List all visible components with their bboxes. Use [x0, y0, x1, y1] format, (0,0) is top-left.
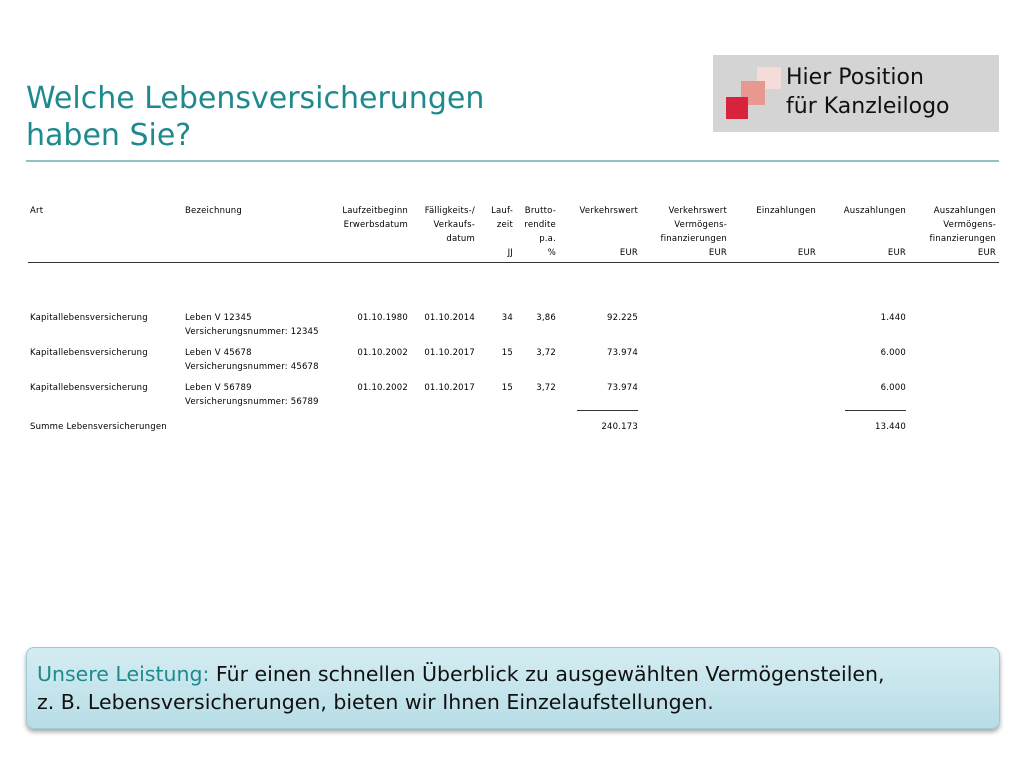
header-faelligkeit [408, 204, 475, 246]
header-line [816, 218, 906, 232]
header-line: Auszahlungen [843, 206, 906, 216]
header-line: % [547, 248, 556, 258]
cell-rendite: 3,72 [536, 348, 556, 358]
header-divider [28, 262, 999, 263]
header-line: EUR [977, 248, 996, 258]
cell-laufzeit: 15 [501, 383, 513, 393]
cell-auszahlungen: 6.000 [880, 383, 906, 393]
logo-placeholder [713, 55, 999, 132]
info-box [26, 647, 1000, 729]
cell-line: Versicherungsnummer: 56789 [185, 397, 319, 407]
header-rendite [513, 204, 556, 260]
info-label: Unsere Leistung: [37, 662, 210, 686]
header-laufzeit [475, 204, 513, 260]
sum-underline-verkehrswert [577, 410, 638, 411]
header-line: EUR [708, 248, 727, 258]
title-line-2: haben Sie? [26, 118, 192, 153]
info-text-1: Für einen schnellen Überblick zu ausgewählten Vermögensteilen, [209, 662, 885, 686]
cell-art: Kapitallebensversicherung [30, 313, 148, 323]
header-line: datum [446, 234, 475, 244]
title-divider [26, 160, 999, 162]
cell-auszahlungen: 6.000 [880, 348, 906, 358]
header-line: Erwerbsdatum [343, 220, 408, 230]
header-line: Vermögens- [943, 220, 996, 230]
logo-square-red-icon [726, 97, 748, 119]
header-art: Art [30, 206, 44, 216]
header-auszahlungen-vf [906, 204, 996, 260]
header-line: EUR [619, 248, 638, 258]
header-line: Auszahlungen [933, 206, 996, 216]
cell-art: Kapitallebensversicherung [30, 383, 148, 393]
cell-bezeichnung [185, 311, 319, 339]
info-line-2: z. B. Lebensversicherungen, bieten wir Ihnen Einzelaufstellungen. [37, 690, 714, 714]
header-line [556, 218, 638, 232]
header-line: Verkehrswert [579, 206, 638, 216]
header-line: EUR [797, 248, 816, 258]
header-line: finanzierungen [660, 234, 727, 244]
info-line-1 [37, 660, 885, 688]
header-einzahlungen [727, 204, 816, 260]
cell-beginn: 01.10.2002 [357, 348, 408, 358]
header-line: Einzahlungen [756, 206, 816, 216]
header-line: JJ [507, 248, 513, 258]
cell-rendite: 3,86 [536, 313, 556, 323]
header-line [727, 232, 816, 246]
logo-text [786, 63, 950, 121]
cell-rendite: 3,72 [536, 383, 556, 393]
header-line [475, 232, 513, 246]
cell-faellig: 01.10.2017 [424, 348, 475, 358]
cell-verkehrswert: 73.974 [607, 348, 638, 358]
cell-verkehrswert: 73.974 [607, 383, 638, 393]
header-line: Laufzeitbeginn [342, 206, 408, 216]
header-verkehrswert-vf [638, 204, 727, 260]
cell-bezeichnung [185, 381, 319, 409]
logo-line-1: Hier Position [786, 65, 924, 90]
header-line: Brutto- [524, 206, 556, 216]
cell-line: Leben V 45678 [185, 348, 252, 358]
title-line-1: Welche Lebensversicherungen [26, 81, 485, 116]
header-line: p.a. [539, 234, 556, 244]
sum-underline-auszahlungen [845, 410, 906, 411]
cell-auszahlungen: 1.440 [880, 313, 906, 323]
header-line: Verkaufs- [433, 220, 475, 230]
cell-line: Versicherungsnummer: 45678 [185, 362, 319, 372]
header-line [556, 232, 638, 246]
cell-beginn: 01.10.1980 [357, 313, 408, 323]
header-line [816, 232, 906, 246]
header-line: Lauf- [491, 206, 513, 216]
cell-laufzeit: 15 [501, 348, 513, 358]
sum-label: Summe Lebensversicherungen [30, 422, 167, 432]
header-line: Fälligkeits-/ [424, 206, 475, 216]
header-line: zeit [496, 220, 513, 230]
header-line [727, 218, 816, 232]
header-line: Vermögens- [674, 220, 727, 230]
header-auszahlungen [816, 204, 906, 260]
header-line: finanzierungen [929, 234, 996, 244]
cell-line: Versicherungsnummer: 12345 [185, 327, 319, 337]
cell-faellig: 01.10.2017 [424, 383, 475, 393]
header-line: EUR [887, 248, 906, 258]
cell-verkehrswert: 92.225 [607, 313, 638, 323]
cell-beginn: 01.10.2002 [357, 383, 408, 393]
cell-faellig: 01.10.2014 [424, 313, 475, 323]
cell-laufzeit: 34 [501, 313, 513, 323]
header-line: rendite [524, 220, 556, 230]
page-title [26, 80, 666, 154]
header-laufzeitbeginn [318, 204, 408, 232]
cell-bezeichnung [185, 346, 319, 374]
cell-line: Leben V 56789 [185, 383, 252, 393]
cell-line: Leben V 12345 [185, 313, 252, 323]
cell-art: Kapitallebensversicherung [30, 348, 148, 358]
logo-line-2: für Kanzleilogo [786, 94, 950, 119]
header-bezeichnung: Bezeichnung [185, 206, 242, 216]
header-line: Verkehrswert [668, 206, 727, 216]
header-verkehrswert [556, 204, 638, 260]
sum-verkehrswert: 240.173 [601, 422, 638, 432]
sum-auszahlungen: 13.440 [875, 422, 906, 432]
info-text [37, 660, 885, 716]
